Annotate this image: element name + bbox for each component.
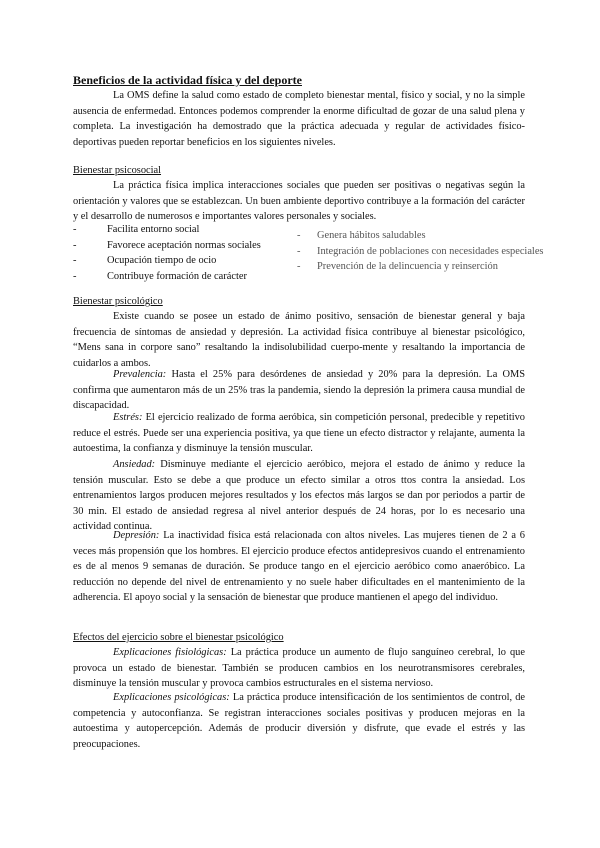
prevalencia-label: Prevalencia: [113,369,167,380]
section-heading-efectos: Efectos del ejercicio sobre el bienestar psicológico [73,632,284,643]
prevalencia-text: Hasta el 25% para desórdenes de ansiedad y 20% para la depresión. La OMS confirma que aumentaron más de un 25% tras la pandemia, siendo la depresión la primera causa mundial de discapacidad. [73,369,525,412]
fisiologicas-paragraph [73,645,525,692]
list-item: - Contribuye formación de carácter [73,269,261,285]
list-item: - Favorece aceptación normas sociales [73,238,261,254]
ansiedad-text: Disminuye mediante el ejercicio aeróbico, mejora el estado de ánimo y reduce la tensión muscular. Esto se debe a que produce un efecto similar a otros ttos contra la ansiedad. Los entrenamientos largos producen mejores resultados y los efectos más largos se dan por periodos a partir de 30 min. El estado de ansiedad regresa al nivel anterior después de 24 horas, por lo es necesario una actividad continua. [73,459,525,533]
list-item: - Genera hábitos saludables [297,228,543,244]
psicologico-paragraph: Existe cuando se posee un estado de ánimo positivo, sensación de bienestar general y baja frecuencia de síntomas de ansiedad y depresión. La actividad física contribuye al bienestar psicológico, “Mens sana in corpore sano” resaltando la indisolubilidad cuerpo-mente y resaltando la importancia de cuidarlos a ambos. [73,311,525,369]
psicologicas-label: Explicaciones psicológicas: [113,692,230,703]
depresion-paragraph [73,528,525,606]
list-item: - Prevención de la delincuencia y reinserción [297,259,543,275]
fisiologicas-label: Explicaciones fisiológicas: [113,647,227,658]
psicologicas-paragraph [73,690,525,752]
psicologicas-text: La práctica produce intensificación de los sentimientos de control, de competencia y autoconfianza. Se registran interacciones sociales positivas y producen mejoras en la autoestima y autopercepción. Además de producir diversión y disfrute, que evade el estrés y las preocupaciones. [73,692,525,750]
prevalencia-paragraph [73,367,525,414]
estres-label: Estrés: [113,412,143,423]
list-item: - Ocupación tiempo de ocio [73,253,261,269]
psicosocial-list-right [297,228,543,275]
estres-text: El ejercicio realizado de forma aeróbica, sin competición personal, predecible y repetitivo reduce el estrés. Puede ser una experiencia positiva, ya que tiene un efecto distractor y relajante, aumenta la autoestima, la confianza y disminuye la tensión muscular. [73,412,525,455]
depresion-text: La inactividad física está relacionada con altos niveles. Las mujeres tienen de 2 a 6 veces más propensión que los hombres. El ejercicio produce efectos antidepresivos cuando el entrenamiento es de al menos 9 semanas de duración. Se produce tango en el ejercicio aeróbico como anaeróbico. La reducción no depende del nivel de entrenamiento y no suele haber dificultades en el mantenimiento de la adherencia. El apoyo social y la sensación de bienestar que produce mantienen el apego del individuo. [73,530,525,604]
list-item: - Facilita entorno social [73,222,261,238]
psicosocial-paragraph: La práctica física implica interacciones sociales que pueden ser positivas o negativas según la orientación y valores que se establezcan. Un buen ambiente deportivo contribuye a la formación del carácter y el desarrollo de numerosos e importantes valores personales y sociales. [73,180,525,223]
ansiedad-paragraph [73,457,525,535]
section-heading-psicosocial: Bienestar psicosocial [73,165,162,176]
estres-paragraph [73,410,525,457]
intro-paragraph: La OMS define la salud como estado de completo bienestar mental, físico y social, y no la simple ausencia de enfermedad. Entonces podemos comprender la enorme dificultad de gozar de una salud plena y completa. La investigación ha demostrado que la práctica adecuada y regular de actividades físico-deportivas pueden reportar beneficios en los siguientes niveles. [73,90,525,148]
psicosocial-list-left [73,222,261,284]
document-title: Beneficios de la actividad física y del deporte [73,73,302,87]
list-item: - Integración de poblaciones con necesidades especiales [297,244,543,260]
section-heading-psicologico: Bienestar psicológico [73,296,163,307]
ansiedad-label: Ansiedad: [113,459,156,470]
depresion-label: Depresión: [113,530,160,541]
fisiologicas-text: La práctica produce un aumento de flujo sanguíneo cerebral, lo que provoca un estado de bienestar. También se producen cambios en los neurotransmisores cerebrales, disminuye la tensión muscular y provoca cambios estructurales en el sistema nervioso. [73,647,525,690]
